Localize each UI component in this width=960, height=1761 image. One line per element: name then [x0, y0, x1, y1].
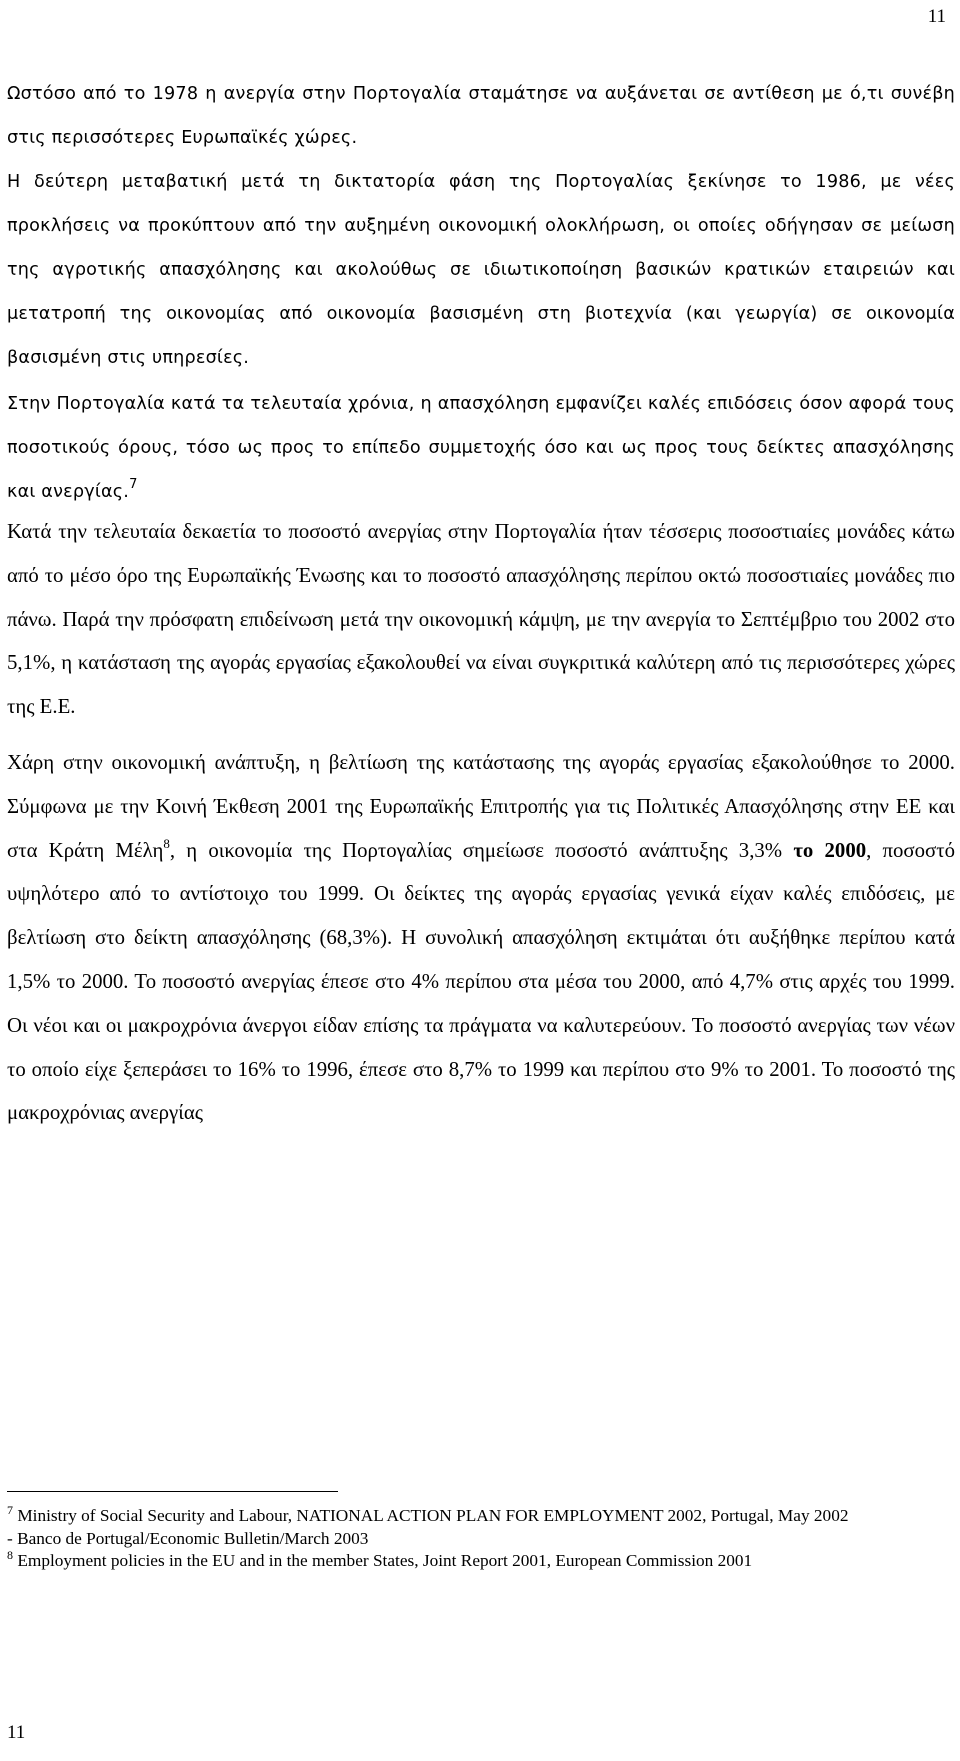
paragraph-5-text-a: Χάρη στην οικονομική ανάπτυξη, η βελτίωση της κατάστασης της αγοράς εργασίας εξακολούθησε το 2000. Σύμφωνα με την Κοινή Έκθεση 2001 της Ευρωπαϊκής Επιτροπής για τις Πολιτικές Απασχόλησης στην ΕΕ και στα Κράτη Μέλη — [7, 750, 955, 862]
footnote-7-extra — [7, 1528, 952, 1551]
footnote-7 — [7, 1505, 952, 1528]
paragraph-3-text: Στην Πορτογαλία κατά τα τελευταία χρόνια, η απασχόληση εμφανίζει καλές επιδόσεις όσον αφορά τους ποσοτικούς όρους, τόσο ως προς το επίπεδο συμμετοχής όσο και ως προς τους δείκτες απασχόλησης και ανεργίας. — [7, 394, 955, 502]
paragraph-5-bold: το 2000 — [793, 838, 867, 862]
footnote-7-marker: 7 — [7, 1503, 13, 1517]
page-number-bottom: 11 — [7, 1722, 26, 1743]
paragraph-5-text-c: , ποσοστό υψηλότερο από το αντίστοιχο του 1999. Οι δείκτες της αγοράς εργασίας γενικά είχαν καλές επιδόσεις, με βελτίωση στο δείκτη απασχόλησης (68,3%). Η συνολική απασχόληση εκτιμάται ότι αυξήθηκε περίπου κατά 1,5% το 2000. Το ποσοστό ανεργίας έπεσε στο 4% περίπου στα μέσα του 2000, από 4,7% στις αρχές του 1999. Οι νέοι και οι μακροχρόνια άνεργοι είδαν επίσης τα πράγματα να καλυτερεύουν. Το ποσοστό ανεργίας των νέων το οποίο είχε ξεπεράσει το 16% το 1996, έπεσε στο 8,7% το 1999 και περίπου στο 9% το 2001. Το ποσοστό της μακροχρόνιας ανεργίας — [7, 838, 956, 1125]
paragraph-3 — [7, 382, 955, 514]
page-number-top: 11 — [927, 6, 946, 27]
paragraph-2: Η δεύτερη μεταβατική μετά τη δικτατορία φάση της Πορτογαλίας ξεκίνησε το 1986, με νέες προκλήσεις να προκύπτουν από την αυξημένη οικονομική ολοκλήρωση, οι οποίες οδήγησαν σε μείωση της αγροτικής απασχόλησης και ακολούθως σε ιδιωτικοποίηση βασικών κρατικών εταιρειών και μετατροπή της οικονομίας από οικονομία βασισμένη στη βιοτεχνία (και γεωργία) σε οικονομία βασισμένη στις υπηρεσίες. — [7, 172, 955, 368]
footnote-7-text: Ministry of Social Security and Labour, NATIONAL ACTION PLAN FOR EMPLOYMENT 2002, Portugal, May 2002 — [13, 1506, 849, 1525]
footnote-7-extra-text: - Banco de Portugal/Economic Bulletin/March 2003 — [7, 1528, 369, 1548]
footnote-8-marker: 8 — [7, 1548, 13, 1563]
paragraph-5 — [7, 741, 955, 1135]
paragraph-1: Ωστόσο από το 1978 η ανεργία στην Πορτογαλία σταμάτησε να αυξάνεται σε αντίθεση με ό,τι συνέβη στις περισσότερες Ευρωπαϊκές χώρες. — [7, 84, 955, 148]
footnote-ref-7: 7 — [129, 477, 138, 492]
footnote-divider — [7, 1491, 338, 1492]
footnote-8 — [7, 1550, 952, 1573]
document-body — [7, 72, 955, 1135]
paragraph-4: Κατά την τελευταία δεκαετία το ποσοστό ανεργίας στην Πορτογαλία ήταν τέσσερις ποσοστιαίες μονάδες κάτω από το μέσο όρο της Ευρωπαϊκής Ένωσης και το ποσοστό απασχόλησης περίπου οκτώ ποσοστιαίες μονάδες πιο πάνω. Παρά την πρόσφατη επιδείνωση μετά την οικονομική κάμψη, με την ανεργία το Σεπτέμβριο του 2002 στο 5,1%, η κατάσταση της αγοράς εργασίας εξακολουθεί να είναι συγκριτικά καλύτερη από τις περισσότερες χώρες της Ε.Ε. — [7, 520, 955, 719]
paragraph-5-text-b: , η οικονομία της Πορτογαλίας σημείωσε ποσοστό ανάπτυξης 3,3% — [169, 838, 794, 862]
footnotes — [7, 1505, 952, 1573]
footnote-ref-8: 8 — [163, 835, 170, 851]
footnote-8-text: Employment policies in the EU and in the member States, Joint Report 2001, European Commission 2001 — [13, 1551, 753, 1571]
